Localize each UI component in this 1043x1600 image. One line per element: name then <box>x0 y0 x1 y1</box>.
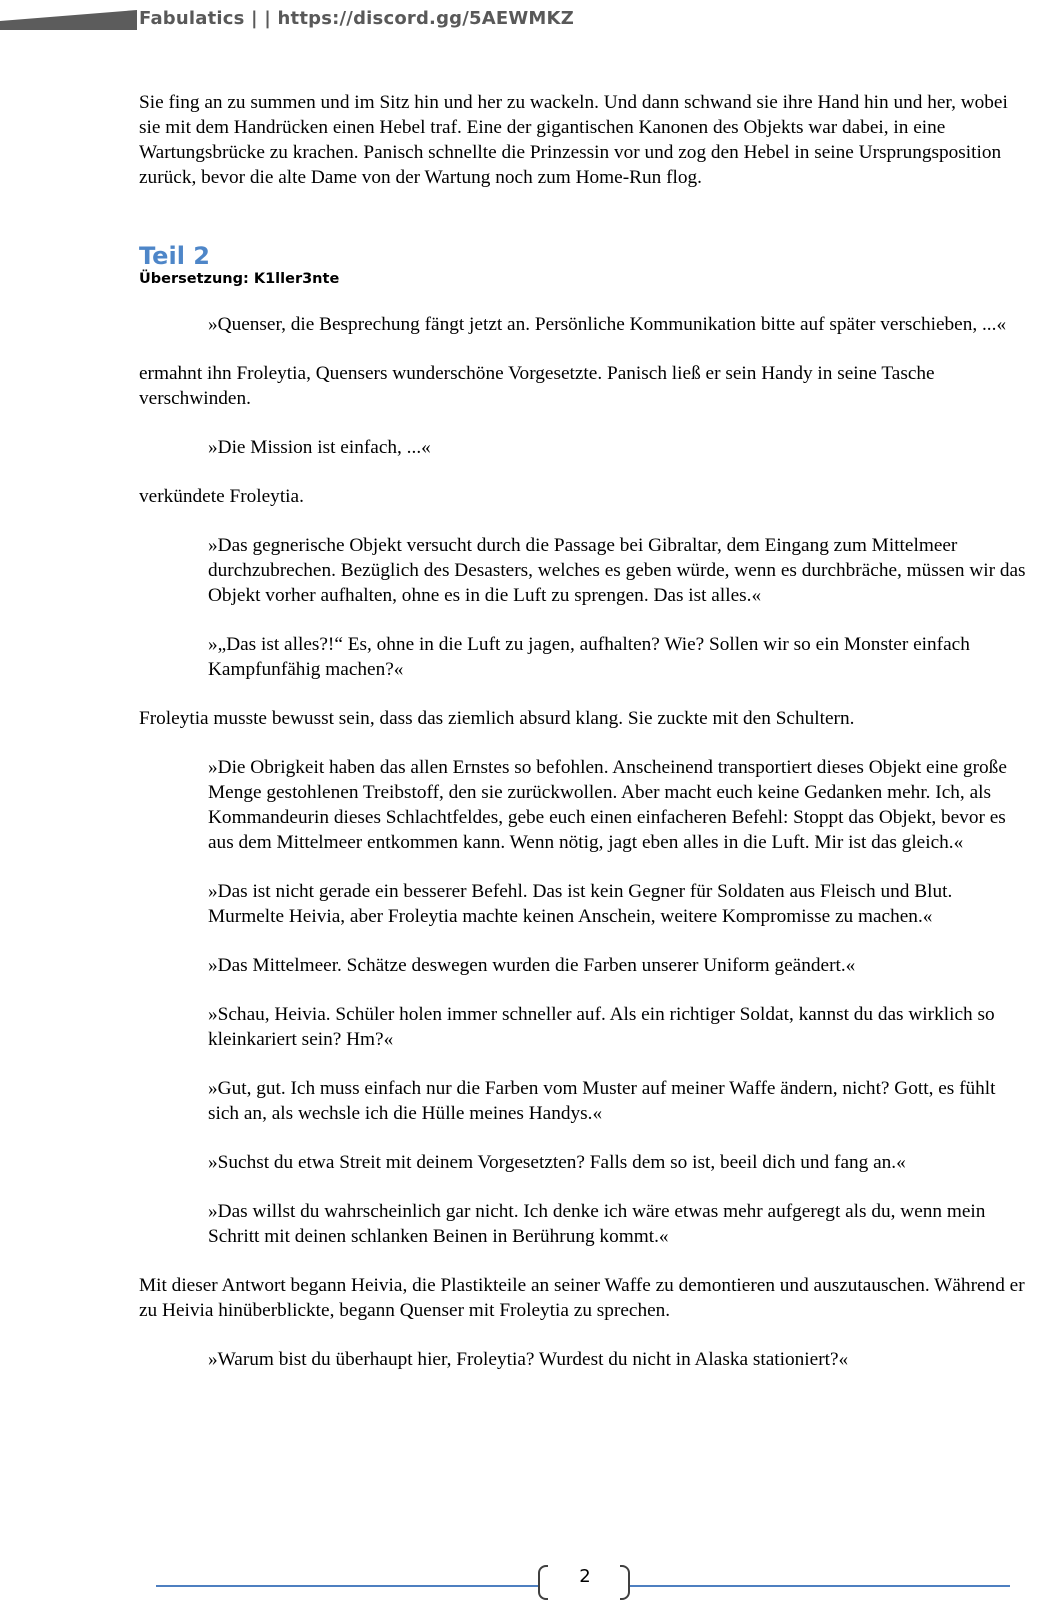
page-number: 2 <box>579 1566 591 1587</box>
intro-paragraph: Sie fing an zu summen und im Sitz hin und her zu wackeln. Und dann schwand sie ihre Hand hin und her, wobei sie mit dem Handrücken einen Hebel traf. Eine der gigantischen Kanonen des Objekts war dabei, in eine Wartungsbrücke zu krachen. Panisch schnellte die Prinzessin vor und zog den Hebel in seine Ursprungsposition zurück, bevor die alte Dame von der Wartung noch zum Home-Run flog. <box>139 92 1008 188</box>
section-subtitle: Übersetzung: K1ller3nte <box>139 271 340 287</box>
page-content <box>139 90 1029 1396</box>
quote-paragraph: »„Das ist alles?!“ Es, ohne in die Luft zu jagen, aufhalten? Wie? Sollen wir so ein Monster einfach Kampfunfähig machen?« <box>208 634 970 680</box>
header-decoration-bar <box>0 10 137 30</box>
footer-rule-left <box>156 1585 538 1587</box>
header-title: Fabulatics | | https://discord.gg/5AEWMKZ <box>139 8 574 29</box>
section-title: Teil 2 <box>139 242 210 270</box>
body-paragraph: ermahnt ihn Froleytia, Quensers wunderschöne Vorgesetzte. Panisch ließ er sein Handy in seine Tasche verschwinden. <box>139 363 935 409</box>
quote-paragraph: »Das Mittelmeer. Schätze deswegen wurden die Farben unserer Uniform geändert.« <box>208 955 856 976</box>
footer-bracket-right <box>620 1565 630 1600</box>
quote-paragraph: »Quenser, die Besprechung fängt jetzt an. Persönliche Kommunikation bitte auf später verschieben, ...« <box>208 314 1007 335</box>
quote-paragraph: »Das willst du wahrscheinlich gar nicht. Ich denke ich wäre etwas mehr aufgeregt als du, wenn mein Schritt mit deinen schlanken Beinen in Berührung kommt.« <box>208 1201 986 1247</box>
footer-rule-right <box>630 1585 1010 1587</box>
quote-paragraph: »Die Mission ist einfach, ...« <box>208 437 431 458</box>
body-paragraph: Froleytia musste bewusst sein, dass das ziemlich absurd klang. Sie zuckte mit den Schultern. <box>139 708 855 729</box>
quote-paragraph: »Gut, gut. Ich muss einfach nur die Farben vom Muster auf meiner Waffe ändern, nicht? Gott, es fühlt sich an, als wechsle ich die Hülle meines Handys.« <box>208 1078 996 1124</box>
quote-paragraph: »Das gegnerische Objekt versucht durch die Passage bei Gibraltar, dem Eingang zum Mittelmeer durchzubrechen. Bezüglich des Desasters, welches es geben würde, wenn es durchbräche, müssen wir das Objekt vorher aufhalten, ohne es in die Luft zu sprengen. Das ist alles.« <box>208 535 1026 606</box>
quote-paragraph: »Schau, Heivia. Schüler holen immer schneller auf. Als ein richtiger Soldat, kannst du das wirklich so kleinkariert sein? Hm?« <box>208 1004 995 1050</box>
quote-paragraph: »Suchst du etwa Streit mit deinem Vorgesetzten? Falls dem so ist, beeil dich und fang an.« <box>208 1152 906 1173</box>
footer-bracket-left <box>538 1565 548 1600</box>
body-paragraph: verkündete Froleytia. <box>139 486 304 507</box>
body-paragraph: Mit dieser Antwort begann Heivia, die Plastikteile an seiner Waffe zu demontieren und auszutauschen. Während er zu Heivia hinüberblickte, begann Quenser mit Froleytia zu sprechen. <box>139 1275 1025 1321</box>
quote-paragraph: »Das ist nicht gerade ein besserer Befehl. Das ist kein Gegner für Soldaten aus Fleisch und Blut. Murmelte Heivia, aber Froleytia machte keinen Anschein, weitere Kompromisse zu machen.« <box>208 881 953 927</box>
quote-paragraph: »Warum bist du überhaupt hier, Froleytia? Wurdest du nicht in Alaska stationiert?« <box>208 1349 849 1370</box>
quote-paragraph: »Die Obrigkeit haben das allen Ernstes so befohlen. Anscheinend transportiert dieses Objekt eine große Menge gestohlenen Treibstoff, den sie zurückwollen. Aber macht euch keine Gedanken mehr. Ich, als Kommandeurin dieses Schlachtfeldes, gebe euch einen einfacheren Befehl: Stoppt das Objekt, bevor es aus dem Mittelmeer entkommen kann. Wenn nötig, jagt eben alles in die Luft. Mir ist das gleich.« <box>208 757 1007 853</box>
